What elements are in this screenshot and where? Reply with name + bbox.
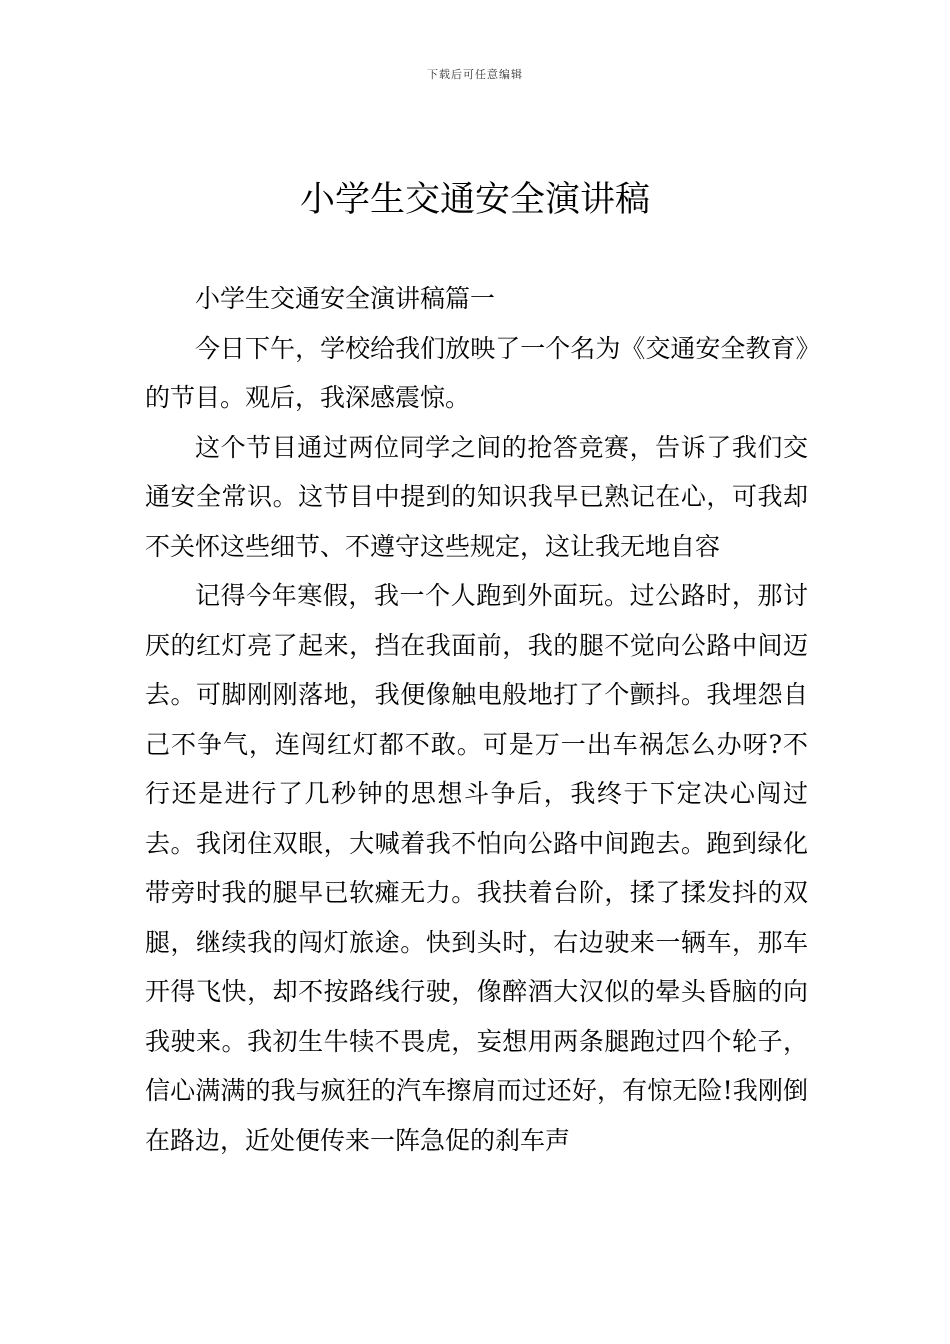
document-body [145, 274, 808, 1165]
paragraph: 记得今年寒假，我一个人跑到外面玩。过公路时，那讨厌的红灯亮了起来，挡在我面前，我的腿不觉向公路中间迈去。可脚刚刚落地，我便像触电般地打了个颤抖。我埋怨自己不争气，连闯红灯都不敢。可是万一出车祸怎么办呀?不行还是进行了几秒钟的思想斗争后，我终于下定决心闯过去。我闭住双眼，大喊着我不怕向公路中间跑去。跑到绿化带旁时我的腿早已软瘫无力。我扶着台阶，揉了揉发抖的双腿，继续我的闯灯旅途。快到头时，右边驶来一辆车，那车开得飞快，却不按路线行驶，像醉酒大汉似的晕头昏脑的向我驶来。我初生牛犊不畏虎，妄想用两条腿跑过四个轮子，信心满满的我与疯狂的汽车擦肩而过还好，有惊无险!我刚倒在路边，近处便传来一阵急促的刹车声 [145, 581, 808, 1155]
paragraph: 这个节目通过两位同学之间的抢答竞赛，告诉了我们交通安全常识。这节目中提到的知识我早已熟记在心，可我却不关怀这些细节、不遵守这些规定，这让我无地自容 [145, 432, 808, 561]
section-heading: 小学生交通安全演讲稿篇一 [195, 284, 496, 313]
page-header-note: 下载后可任意编辑 [427, 68, 523, 81]
paragraph: 今日下午，学校给我们放映了一个名为《交通安全教育》的节目。观后，我深感震惊。 [145, 333, 808, 412]
document-title: 小学生交通安全演讲稿 [299, 180, 650, 220]
